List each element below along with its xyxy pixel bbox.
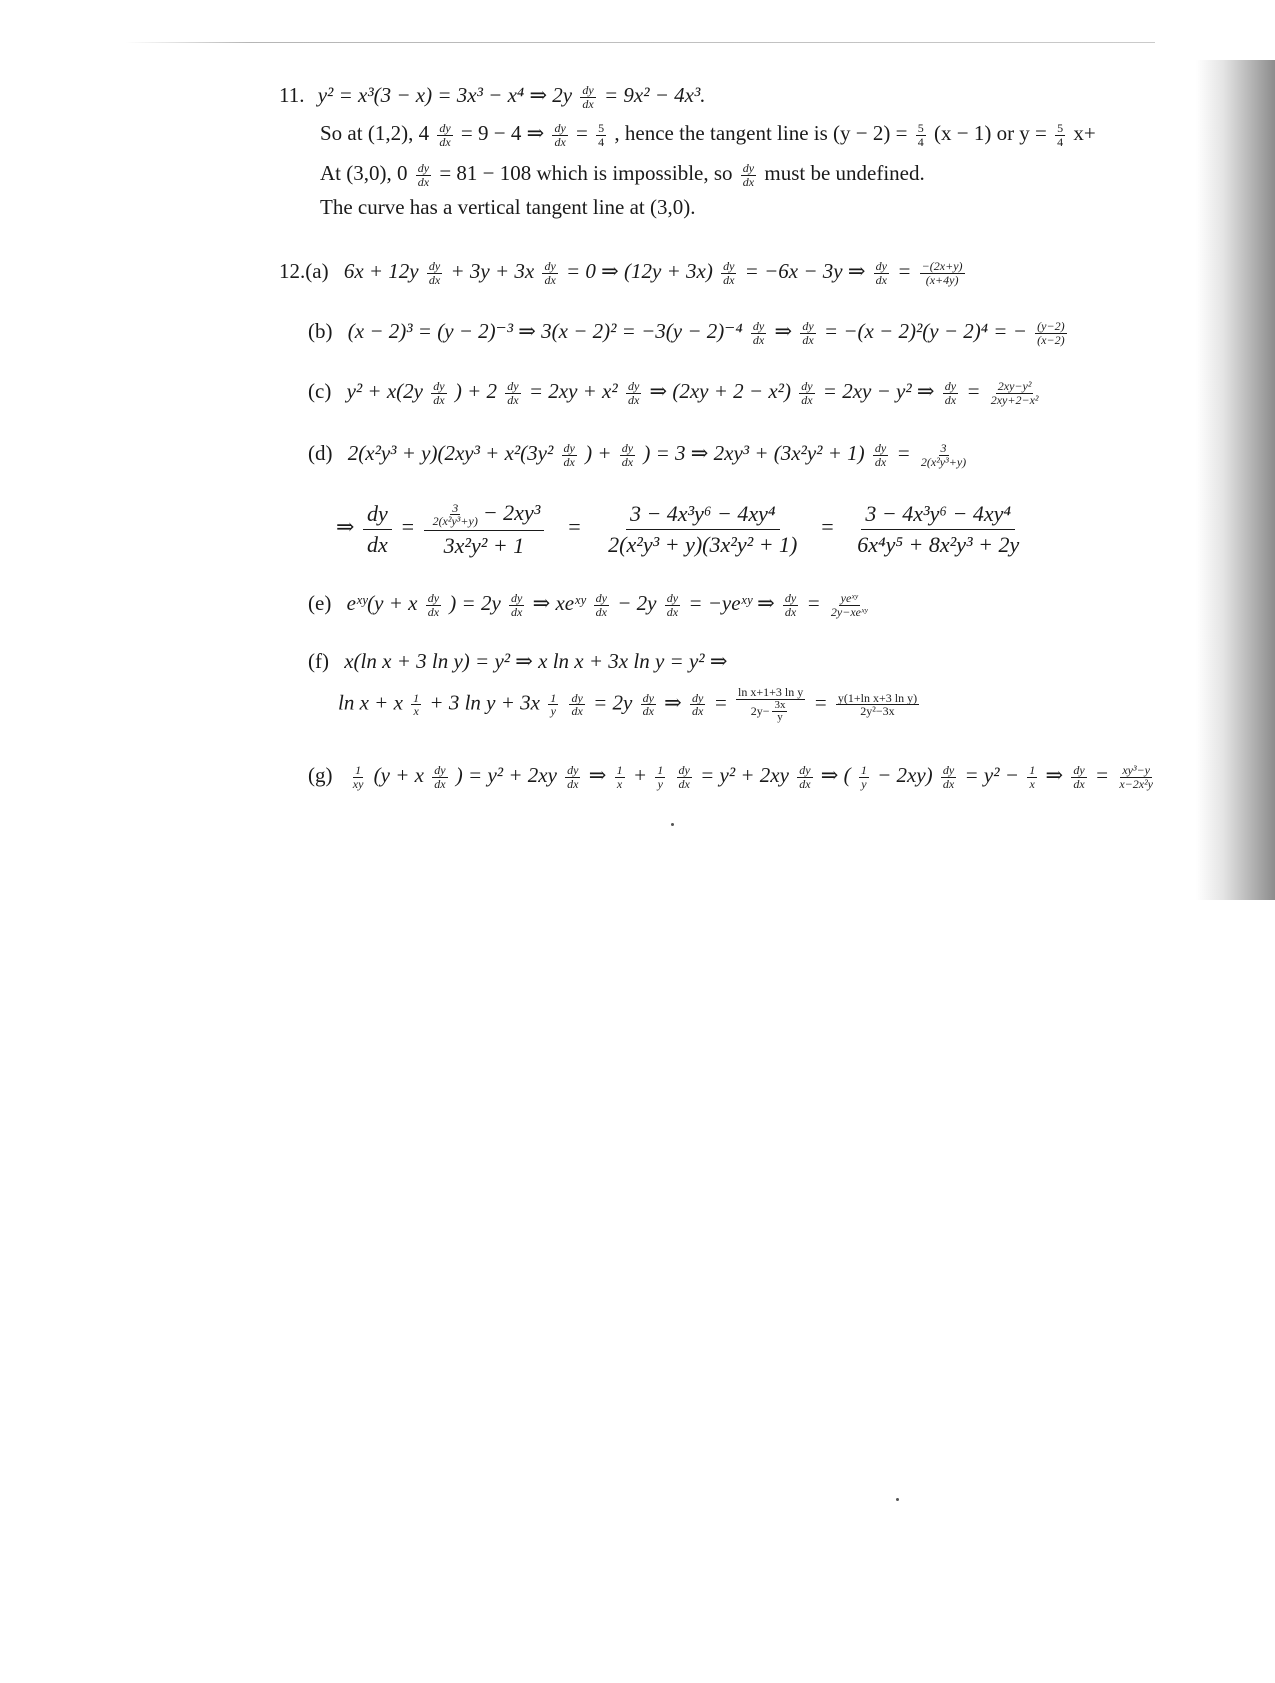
equals: = <box>566 514 582 540</box>
derivative-dy-dx: $\frac{dy}{dx}$ <box>1073 763 1085 791</box>
p12e-line <box>308 590 872 618</box>
derivative-dy-dx: $\frac{dy}{dx}$ <box>567 763 579 791</box>
p12g-term: ⇒ ( <box>820 763 851 787</box>
p12d-result: $\frac{3}{\text{2(x²y³+y)}}$ <box>920 441 967 469</box>
part-label: (g) <box>308 763 333 787</box>
part-label: (e) <box>308 591 332 615</box>
p12d-term: ) = 3 ⇒ 2xy³ + (3x²y² + 1) <box>643 441 865 465</box>
derivative-dy-dx: $\frac{dy}{dx}$ <box>752 319 765 347</box>
derivative-dy-dx: $\frac{dy}{dx}$ <box>875 259 887 287</box>
fraction-one-over-y: $\frac{1}{y}$ <box>550 690 557 719</box>
derivative-dy-dx: $\frac{dy}{dx}$ <box>723 259 735 287</box>
p11-eq-a: y² = x³(3 − x) = 3x³ − x⁴ ⇒ 2y <box>317 83 573 107</box>
p12g-term: = <box>1094 763 1110 787</box>
p12d-inner-fraction: $\frac{3}{\text{2(x²y³+y)}}$ <box>432 500 478 529</box>
part-label: (a) <box>305 259 329 283</box>
derivative-dy-dx: $\frac{dy}{dx}$ <box>427 591 440 619</box>
p12a-term: + 3y + 3x <box>450 259 535 283</box>
derivative-dy-dx: $\frac{dy}{dx}$ <box>802 319 814 347</box>
p12f-line-1 <box>308 648 727 674</box>
fraction-one-over-x: $\frac{1}{x}$ <box>616 763 623 791</box>
p12a-term: = 0 ⇒ (12y + 3x) <box>566 259 713 283</box>
derivative-dy-dx: $\frac{dy}{dx}$ <box>507 379 519 407</box>
p12g-term: ⇒ <box>588 763 607 787</box>
derivative-dy-dx: $\frac{dy}{dx}$ <box>642 690 654 719</box>
derivative-dy-dx: $\frac{dy}{dx}$ <box>595 591 607 619</box>
p12e-term: eˣʸ(y + x <box>346 591 418 615</box>
p12e-term: ) = 2y <box>449 591 501 615</box>
derivative-dy-dx: $\frac{dy}{dx}$ <box>439 121 451 149</box>
derivative-dy-dx: $\frac{dy}{dx}$ <box>799 763 811 791</box>
p12a-term: = −6x − 3y ⇒ <box>744 259 866 283</box>
derivative-dy-dx: $\frac{dy}{dx}$ <box>544 259 556 287</box>
derivative-dy-dx: $\frac{dy}{dx}$ <box>428 259 441 287</box>
p12e-result: $\frac{\text{yeˣʸ}}{\text{2y−xeˣʸ}}$ <box>830 591 868 619</box>
derivative-dy-dx: $\frac{dy}{dx}$ <box>621 441 634 469</box>
fraction-five-fourths: $\frac{5}{4}$ <box>1057 121 1064 149</box>
derivative-dy-dx-large: $\frac{dy}{dx}$ <box>363 499 392 559</box>
derivative-dy-dx: $\frac{dy}{dx}$ <box>678 763 690 791</box>
p12a-term: 6x + 12y <box>343 259 419 283</box>
p12f-term: + 3 ln y + 3x <box>429 690 540 715</box>
p12c-term: = <box>966 379 981 403</box>
p12f-term: = <box>713 690 728 715</box>
p12f-term: ⇒ <box>664 690 682 715</box>
p12f-term: = <box>813 690 828 715</box>
p11-text: = 9 − 4 ⇒ <box>460 121 545 145</box>
p12c-line <box>308 378 1044 406</box>
p12e-term: = −yeˣʸ ⇒ <box>688 591 775 615</box>
derivative-dy-dx: $\frac{dy}{dx}$ <box>942 763 955 791</box>
implies-arrow: ⇒ <box>336 514 355 540</box>
fraction-five-fourths: $\frac{5}{4}$ <box>917 121 924 149</box>
p12b-line <box>308 318 1070 346</box>
p12g-term: − 2xy) <box>877 763 933 787</box>
fraction-one-over-x: $\frac{1}{x}$ <box>413 690 420 719</box>
p12c-term: ) + 2 <box>454 379 497 403</box>
part-label: (d) <box>308 441 333 465</box>
fraction-one-over-xy: $\frac{1}{xy}$ <box>352 763 364 791</box>
fraction-one-over-y: $\frac{1}{y}$ <box>860 763 867 791</box>
derivative-dy-dx: $\frac{dy}{dx}$ <box>417 161 430 189</box>
p12g-term: ⇒ <box>1045 763 1064 787</box>
derivative-dy-dx: $\frac{dy}{dx}$ <box>874 441 887 469</box>
derivative-dy-dx: $\frac{dy}{dx}$ <box>944 379 957 407</box>
p12b-term: (x − 2)³ = (y − 2)⁻³ ⇒ 3(x − 2)² = −3(y − 2)⁻⁴ <box>347 319 743 343</box>
derivative-dy-dx: $\frac{dy}{dx}$ <box>784 591 797 619</box>
p11-text: , hence the tangent line is (y − 2) = <box>614 121 908 145</box>
p12c-term: = 2xy + x² <box>528 379 618 403</box>
p12c-term: ⇒ (2xy + 2 − x²) <box>649 379 791 403</box>
derivative-dy-dx: $\frac{dy}{dx}$ <box>511 591 523 619</box>
part-label: (c) <box>308 379 332 403</box>
p12c-term: = 2xy − y² ⇒ <box>822 379 935 403</box>
p11-text: The curve has a vertical tangent line at (3,0). <box>320 195 696 219</box>
p12d-middle-fraction: $\frac{\text{3 − 4x³y⁶ − 4xy⁴}}{\text{2(x²y³ + y)(3x²y² + 1)}}$ <box>608 501 798 557</box>
fraction-3x-over-y: $\frac{3x}{y}$ <box>774 698 786 724</box>
p12f-fraction-2: $\frac{\text{y(1+ln x+3 ln y)}}{\text{2y²−3x}}$ <box>837 690 918 719</box>
problem-number: 12. <box>279 259 306 283</box>
p11-text: (x − 1) or y = <box>933 121 1047 145</box>
p12a-line <box>279 258 968 286</box>
p12g-term: (y + x <box>373 763 424 787</box>
problem-number: 11. <box>279 83 305 107</box>
p12c-result: $\frac{\text{2xy−y²}}{\text{2xy+2−x²}}$ <box>990 379 1039 407</box>
p12d-compound-fraction: $\frac{3}{\text{2(x²y³+y)}}$ − 2xy³ 3x²y² + 1 <box>424 498 545 560</box>
p11-eq-b: = 9x² − 4x³. <box>603 83 706 107</box>
part-label: (f) <box>308 649 329 673</box>
p11-text: x+ <box>1073 121 1096 145</box>
p12e-term: ⇒ xeˣʸ <box>532 591 586 615</box>
p11-text: So at (1,2), 4 <box>320 121 430 145</box>
fraction-five-fourths: $\frac{5}{4}$ <box>598 121 605 149</box>
p12f-line-2 <box>338 686 922 724</box>
derivative-dy-dx: $\frac{dy}{dx}$ <box>433 379 445 407</box>
derivative-dy-dx: $\frac{dy}{dx}$ <box>627 379 640 407</box>
p11-line-2 <box>320 120 1096 148</box>
p12f-term: = 2y <box>593 690 633 715</box>
derivative-dy-dx: $\frac{dy}{dx}$ <box>554 121 566 149</box>
equals: = <box>400 514 416 540</box>
p12g-term: = y² − <box>964 763 1019 787</box>
p12d-final-fraction: $\frac{\text{3 − 4x³y⁶ − 4xy⁴}}{\text{6x⁴y⁵ + 8x²y³ + 2y}}$ <box>857 501 1020 557</box>
p12f-term: x(ln x + 3 ln y) = y² ⇒ x ln x + 3x ln y = y² ⇒ <box>344 649 728 673</box>
p12d-term: 2(x²y³ + y)(2xy³ + x²(3y² <box>347 441 554 465</box>
p12g-line <box>308 762 1158 790</box>
p12a-term: = <box>897 259 912 283</box>
p12b-result: $\frac{(y-2)}{(x-2)}$ <box>1037 319 1065 347</box>
p12d-line-2 <box>336 498 1026 560</box>
p12e-term: − 2y <box>617 591 657 615</box>
fraction-one-over-x: $\frac{1}{x}$ <box>1029 763 1036 791</box>
p12c-term: y² + x(2y <box>346 379 423 403</box>
scan-top-line <box>125 42 1155 43</box>
scan-speck <box>896 1498 899 1501</box>
p12b-term: = −(x − 2)²(y − 2)⁴ = − <box>823 319 1027 343</box>
derivative-dy-dx: $\frac{dy}{dx}$ <box>434 763 446 791</box>
p12f-term: ln x + x <box>338 690 403 715</box>
p12d-line-1 <box>308 440 971 468</box>
p12b-term: ⇒ <box>774 319 793 343</box>
equals: = <box>819 514 835 540</box>
p11-text: = 81 − 108 which is impossible, so <box>439 161 733 185</box>
p12g-term: = y² + 2xy <box>700 763 789 787</box>
derivative-dy-dx: $\frac{dy}{dx}$ <box>571 690 583 719</box>
p12d-term: ) + <box>585 441 612 465</box>
derivative-dy-dx: $\frac{dy}{dx}$ <box>582 83 594 111</box>
p12g-result: $\frac{\text{xy³−y}}{\text{x−2x²y}}$ <box>1119 763 1154 791</box>
p11-line-4 <box>320 194 696 220</box>
p12e-term: = <box>806 591 821 615</box>
p12f-fraction-1: ln x+1+3 ln y 2y− $\frac{3x}{y}$ <box>738 685 804 724</box>
p11-line-3 <box>320 160 925 188</box>
part-label: (b) <box>308 319 333 343</box>
p12d-term: = <box>896 441 911 465</box>
derivative-dy-dx: $\frac{dy}{dx}$ <box>563 441 575 469</box>
scan-right-edge-shadow <box>1196 60 1275 900</box>
p11-line-1 <box>279 82 706 110</box>
p11-text: = <box>576 121 588 145</box>
fraction-one-over-y: $\frac{1}{y}$ <box>657 763 664 791</box>
scan-speck <box>671 823 674 826</box>
p12a-result: $\frac{-(2x+y)}{(x+4y)}$ <box>921 259 963 287</box>
p12g-term: ) = y² + 2xy <box>455 763 557 787</box>
derivative-dy-dx: $\frac{dy}{dx}$ <box>801 379 813 407</box>
derivative-dy-dx: $\frac{dy}{dx}$ <box>742 161 755 189</box>
derivative-dy-dx: $\frac{dy}{dx}$ <box>666 591 679 619</box>
derivative-dy-dx: $\frac{dy}{dx}$ <box>692 690 704 719</box>
p11-text: must be undefined. <box>764 161 925 185</box>
p11-text: At (3,0), 0 <box>320 161 408 185</box>
p12g-term: + <box>632 763 647 787</box>
